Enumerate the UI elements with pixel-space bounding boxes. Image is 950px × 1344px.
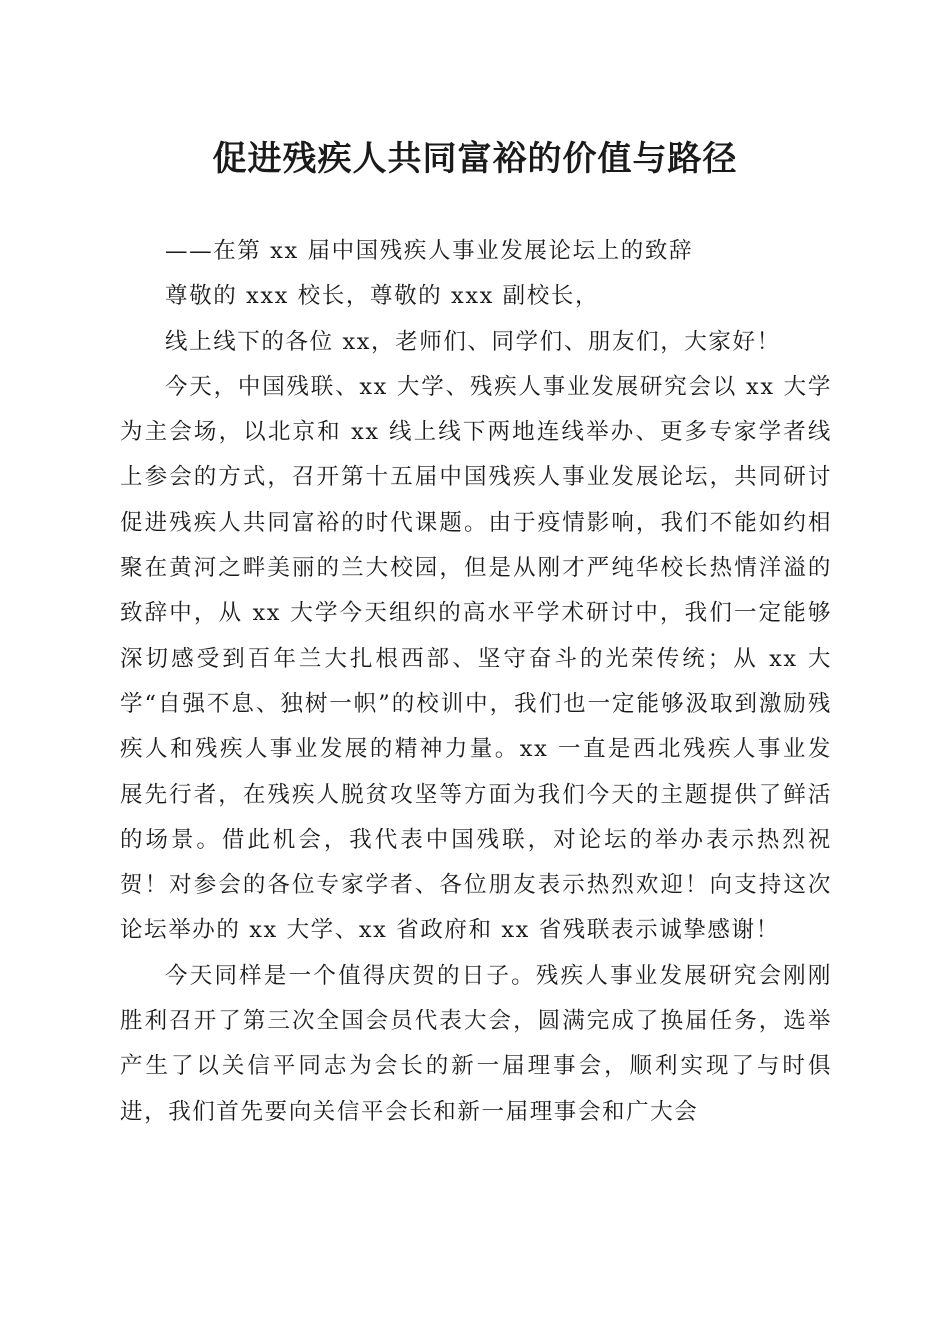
subtitle: ——在第 xx 届中国残疾人事业发展论坛上的致辞 — [165, 238, 694, 264]
document-body — [120, 229, 832, 1135]
salutation-line-1: 尊敬的 xxx 校长，尊敬的 xxx 副校长， — [165, 283, 600, 310]
salutation-line-2: 线上线下的各位 xx，老师们、同学们、朋友们，大家好！ — [165, 328, 781, 355]
document-title: 促进残疾人共同富裕的价值与路径 — [212, 139, 738, 179]
body-paragraph-2: 今天同样是一个值得庆贺的日子。残疾人事业发展研究会刚刚胜利召开了第三次全国会员代表大会，圆满完成了换届任务，选举产生了以关信平同志为会长的新一届理事会，顺利实现了与时俱进，我们首先要向关信平会长和新一届理事会和广大会 — [120, 962, 832, 1125]
body-paragraph-1: 今天，中国残联、xx 大学、残疾人事业发展研究会以 xx 大学为主会场，以北京和 xx 线上线下两地连线举办、更多专家学者线上参会的方式，召开第十五届中国残疾人事业发展论坛，共同研讨促进残疾人共同富裕的时代课题。由于疫情影响，我们不能如约相聚在黄河之畔美丽的兰大校园，但是从刚才严纯华校长热情洋溢的致辞中，从 xx 大学今天组织的高水平学术研讨中，我们一定能够深切感受到百年兰大扎根西部、坚守奋斗的光荣传统；从 xx 大学“自强不息、独树一帜”的校训中，我们也一定能够汲取到激励残疾人和残疾人事业发展的精神力量。xx 一直是西北残疾人事业发展先行者，在残疾人脱贫攻坚等方面为我们今天的主题提供了鲜活的场景。借此机会，我代表中国残联，对论坛的举办表示热烈祝贺！对参会的各位专家学者、各位朋友表示热烈欢迎！向支持这次论坛举办的 xx 大学、xx 省政府和 xx 省残联表示诚挚感谢！ — [120, 373, 832, 944]
